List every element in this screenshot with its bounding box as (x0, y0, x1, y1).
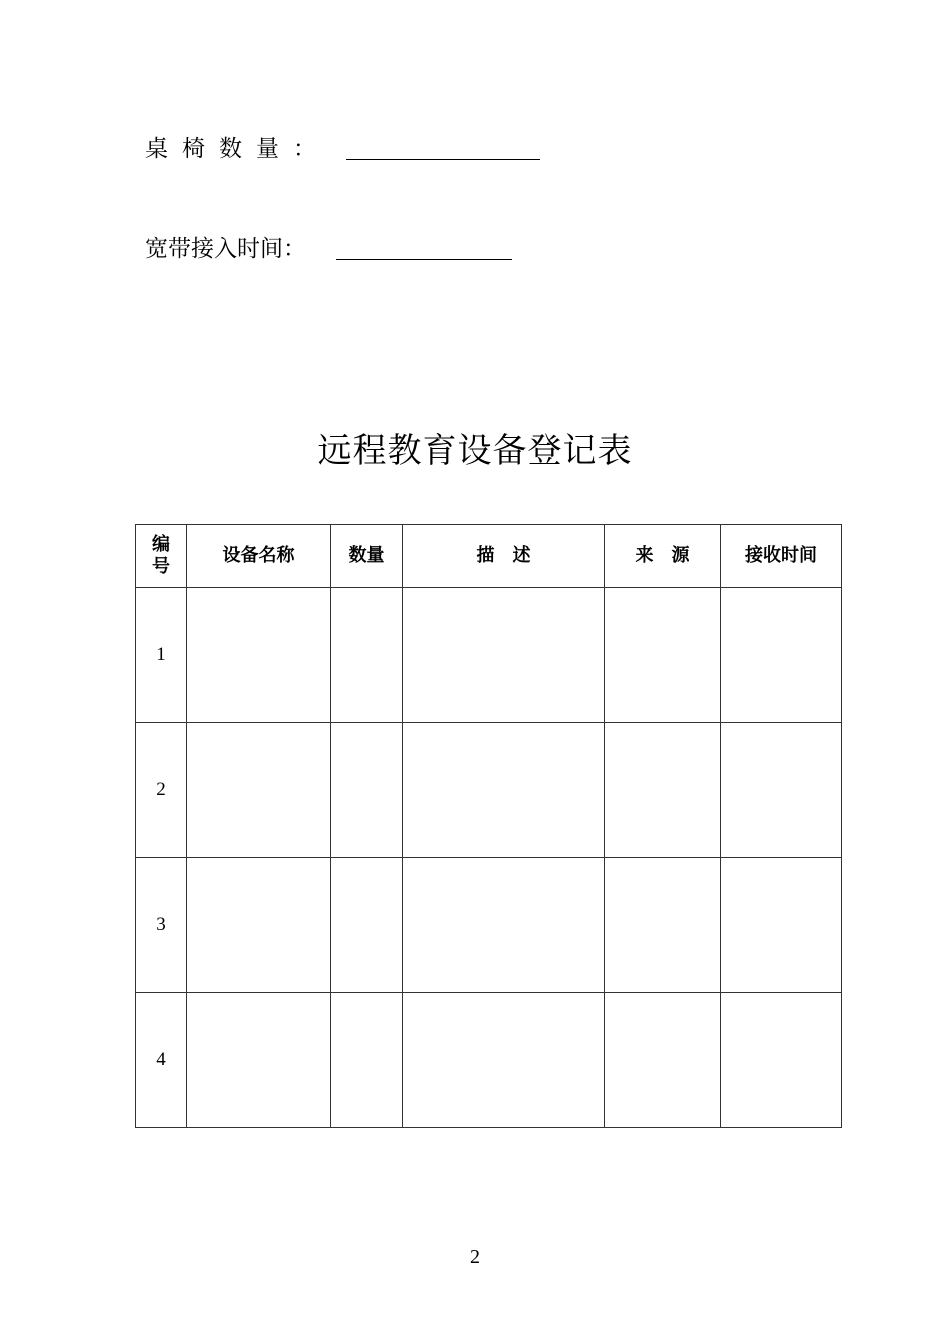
table-row (136, 993, 842, 1128)
broadband-time-blank[interactable] (336, 259, 512, 260)
cell-receive-time[interactable] (721, 993, 842, 1128)
cell-device-name[interactable] (187, 723, 331, 858)
header-description: 描 述 (403, 525, 605, 588)
broadband-time-label: 宽带接入时间 (145, 236, 283, 262)
cell-description[interactable] (403, 723, 605, 858)
desks-count-field (145, 134, 316, 164)
cell-description[interactable] (403, 588, 605, 723)
cell-description[interactable] (403, 858, 605, 993)
header-receive-time: 接收时间 (721, 525, 842, 588)
table-row (136, 858, 842, 993)
cell-source[interactable] (605, 723, 721, 858)
cell-receive-time[interactable] (721, 588, 842, 723)
cell-receive-time[interactable] (721, 858, 842, 993)
document-title: 远程教育设备登记表 (317, 431, 633, 471)
cell-receive-time[interactable] (721, 723, 842, 858)
table-header-row (136, 525, 842, 588)
broadband-time-colon: ： (283, 236, 306, 262)
cell-quantity[interactable] (331, 858, 403, 993)
cell-source[interactable] (605, 858, 721, 993)
cell-device-name[interactable] (187, 993, 331, 1128)
cell-number: 4 (136, 993, 187, 1128)
desks-count-label: 桌椅数量 (145, 136, 293, 162)
header-device-name: 设备名称 (187, 525, 331, 588)
cell-quantity[interactable] (331, 993, 403, 1128)
cell-quantity[interactable] (331, 588, 403, 723)
header-number: 编号 (136, 525, 187, 588)
cell-device-name[interactable] (187, 588, 331, 723)
cell-quantity[interactable] (331, 723, 403, 858)
desks-count-blank[interactable] (346, 159, 540, 160)
header-source: 来 源 (605, 525, 721, 588)
cell-number: 1 (136, 588, 187, 723)
broadband-time-field (145, 234, 306, 264)
page-number: 2 (470, 1246, 480, 1268)
cell-source[interactable] (605, 993, 721, 1128)
cell-source[interactable] (605, 588, 721, 723)
equipment-register-table (135, 524, 842, 1128)
cell-number: 2 (136, 723, 187, 858)
desks-count-colon: ： (293, 136, 316, 162)
cell-number: 3 (136, 858, 187, 993)
header-quantity: 数量 (331, 525, 403, 588)
table-row (136, 588, 842, 723)
cell-description[interactable] (403, 993, 605, 1128)
cell-device-name[interactable] (187, 858, 331, 993)
table-row (136, 723, 842, 858)
